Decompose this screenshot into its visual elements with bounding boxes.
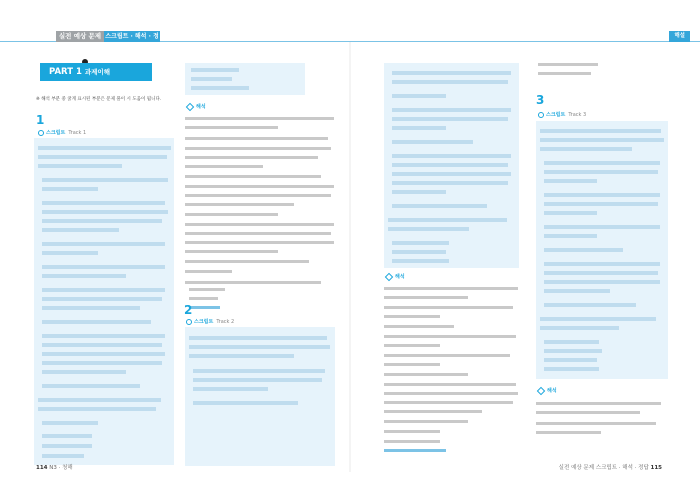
pencil-icon [186,102,194,110]
headphone-icon [538,112,544,118]
script-box-2 [185,327,335,466]
headphone-icon [38,130,44,136]
track-label-1: Track 1 [68,130,87,136]
question-number-3: 3 [536,93,545,107]
script-label-1: 스크립트 [46,130,66,136]
footer-right-title: 실전 예상 문제 스크립트 · 해석 · 정답 [558,465,649,471]
part-label: PART 1 [49,67,82,77]
track-label-3: Track 3 [568,112,587,118]
choices-box-1 [185,63,305,95]
page-fold [349,42,351,472]
page-number-left: 114 [36,465,48,471]
translation-text-3 [536,402,666,442]
page-number-right: 115 [650,465,662,471]
answer-choices-1 [185,286,305,312]
header-right [350,0,700,42]
translation-text-2 [384,287,524,437]
answer-choices-2b [538,63,658,77]
script-box-3 [536,121,668,379]
headphone-icon [186,319,192,325]
tag-explanation: 해설 [669,31,690,42]
part-heading [40,63,152,81]
script-heading-3 [538,111,586,118]
notice-text: ※ 해석 부분 중 굵게 표시된 부분은 문제 풀이 시 도움이 됩니다. [36,97,162,102]
kaisetsu-label-3: 해석 [547,388,557,394]
script-heading-2 [186,318,234,325]
script-label-2: 스크립트 [194,319,214,325]
kaisetsu-heading-2 [386,273,405,280]
tab-script-answer: 스크립트 · 해석 · 정답 [105,33,159,51]
footer-right [559,463,662,471]
kaisetsu-heading-1 [187,103,206,110]
footer-left-title: N3 · 청해 [49,465,73,471]
kaisetsu-label-2: 해석 [395,274,405,280]
header-left [0,0,350,51]
script-heading-1 [38,129,86,136]
pencil-icon [385,272,393,280]
answer-choices-2 [384,440,524,460]
kaisetsu-label-1: 해석 [196,104,206,110]
question-number-2: 2 [184,303,193,317]
pencil-icon [537,386,545,394]
script-box-1 [34,138,174,465]
script-box-2-cont [384,63,519,268]
script-label-3: 스크립트 [546,112,566,118]
translation-text-1 [185,117,340,285]
kaisetsu-heading-3 [538,387,557,394]
part-title: 과제이해 [84,68,110,76]
question-number-1: 1 [36,113,45,127]
track-label-2: Track 2 [216,319,235,325]
tab-practice-exam: 실전 예상 문제 [56,31,104,42]
footer-left [36,463,73,471]
